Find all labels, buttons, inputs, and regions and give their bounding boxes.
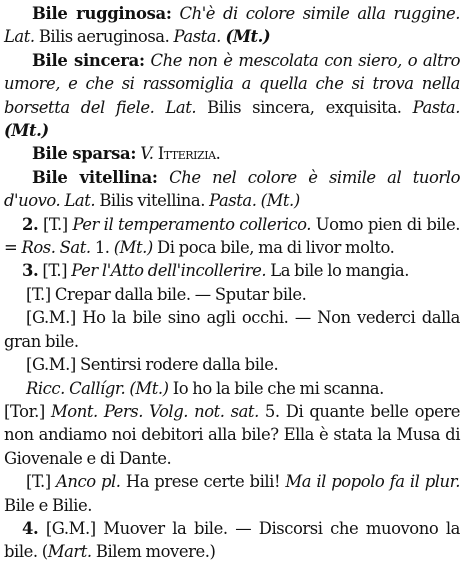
example: La bile lo mangia. (266, 261, 410, 281)
source: Pasta. (401, 97, 460, 117)
usage-tag: [T.] (26, 284, 51, 304)
latin-label: Lat. (60, 191, 96, 211)
latin-term: Bilis sincera, exquisita. (196, 97, 402, 117)
sense-3-line-1 (4, 283, 460, 306)
sense-3-line-5 (4, 400, 460, 470)
definition: Per il temperamento collerico. (67, 214, 312, 234)
sense-4 (4, 517, 460, 564)
definition: Che nel colore è simile al tuorlo d'uovo. (4, 167, 460, 211)
source: Pasta. (204, 191, 257, 211)
example: Crepar dalla bile. — Sputar bile. (50, 284, 307, 304)
citation: Mont. Pers. Volg. not. sat. (44, 401, 259, 421)
latin-term: Bilis aeruginosa. (34, 27, 170, 47)
sense-number: 2. (22, 214, 39, 234)
example: Bile e Bilie. (4, 495, 92, 515)
quotation: Di quante belle opere non andiamo noi debitori alla bile? Ella è stata la Musa di Giovenale e di Dante. (4, 401, 460, 468)
sense-3-line-4 (4, 377, 460, 400)
example: Uomo pien di bile. = (4, 214, 460, 258)
citation: Ricc. Callígr. (26, 378, 126, 398)
reference: (Mt.) (4, 121, 49, 141)
sense-3-line-3 (4, 353, 460, 376)
reference: (Mt.) (256, 191, 300, 211)
entry-bile-rugginosa (4, 2, 460, 49)
citation: Mart. (47, 542, 92, 562)
definition: Per l'Atto dell'incollerire. (67, 261, 267, 281)
latin-label: Lat. (154, 97, 197, 117)
example: Ha prese certe bili! (120, 472, 281, 492)
cross-reference: Itterizia. (153, 144, 221, 164)
example: Ho la bile sino agli occhi. — Non vederci dalla gran bile. (4, 308, 460, 351)
example: Muover la bile. — Discorsi che muovono la bile. ( (4, 518, 460, 562)
sense-2 (4, 213, 460, 260)
citation-number: 1. (90, 238, 110, 258)
definition: Che non è mescolata con siero, o altro umore, e che si rassomiglia a quella che si trova nella borsetta del fiele. (4, 50, 460, 117)
usage-tag: [T.] (38, 261, 68, 281)
sense-3-line-6 (4, 470, 460, 517)
usage-tag: [G.M.] (26, 308, 76, 328)
example: Io ho la bile che mi scanna. (168, 378, 384, 398)
example: Sentirsi rodere dalla bile. (75, 355, 279, 375)
usage-note: Ma il popolo fa il plur. (280, 472, 461, 492)
citation-number: 5. (258, 401, 280, 421)
entry-bile-vitellina (4, 166, 460, 213)
usage-note: Anco pl. (50, 472, 121, 492)
sense-number: 4. (22, 518, 39, 538)
sense-number: 3. (22, 261, 39, 281)
sense-3 (4, 259, 460, 282)
headword: Bile sincera: (32, 50, 145, 70)
headword: Bile rugginosa: (32, 4, 172, 23)
latin-label: Lat. (4, 27, 35, 47)
citation: Ros. Sat. (21, 238, 91, 258)
reference: (Mt.) (109, 238, 153, 258)
usage-tag: [T.] (38, 214, 68, 234)
usage-tag: [G.M.] (38, 518, 96, 538)
usage-tag: [Tor.] (4, 401, 45, 421)
usage-tag: [G.M.] (26, 355, 76, 375)
source: Pasta. (169, 27, 221, 47)
definition: Ch'è di colore simile alla ruggine. (171, 4, 460, 23)
latin-term: Bilem movere.) (91, 542, 216, 562)
entry-bile-sincera (4, 49, 460, 143)
entry-bile-sparsa (4, 142, 460, 165)
usage-tag: [T.] (26, 472, 51, 492)
reference: (Mt.) (125, 378, 169, 398)
headword: Bile sparsa: (32, 144, 137, 164)
headword: Bile vitellina: (32, 167, 158, 187)
sense-3-line-2 (4, 306, 460, 353)
see-also-label: V. (136, 144, 154, 164)
example: Di poca bile, ma di livor molto. (152, 238, 395, 258)
reference: (Mt.) (220, 27, 271, 47)
latin-term: Bilis vitellina. (95, 191, 205, 211)
